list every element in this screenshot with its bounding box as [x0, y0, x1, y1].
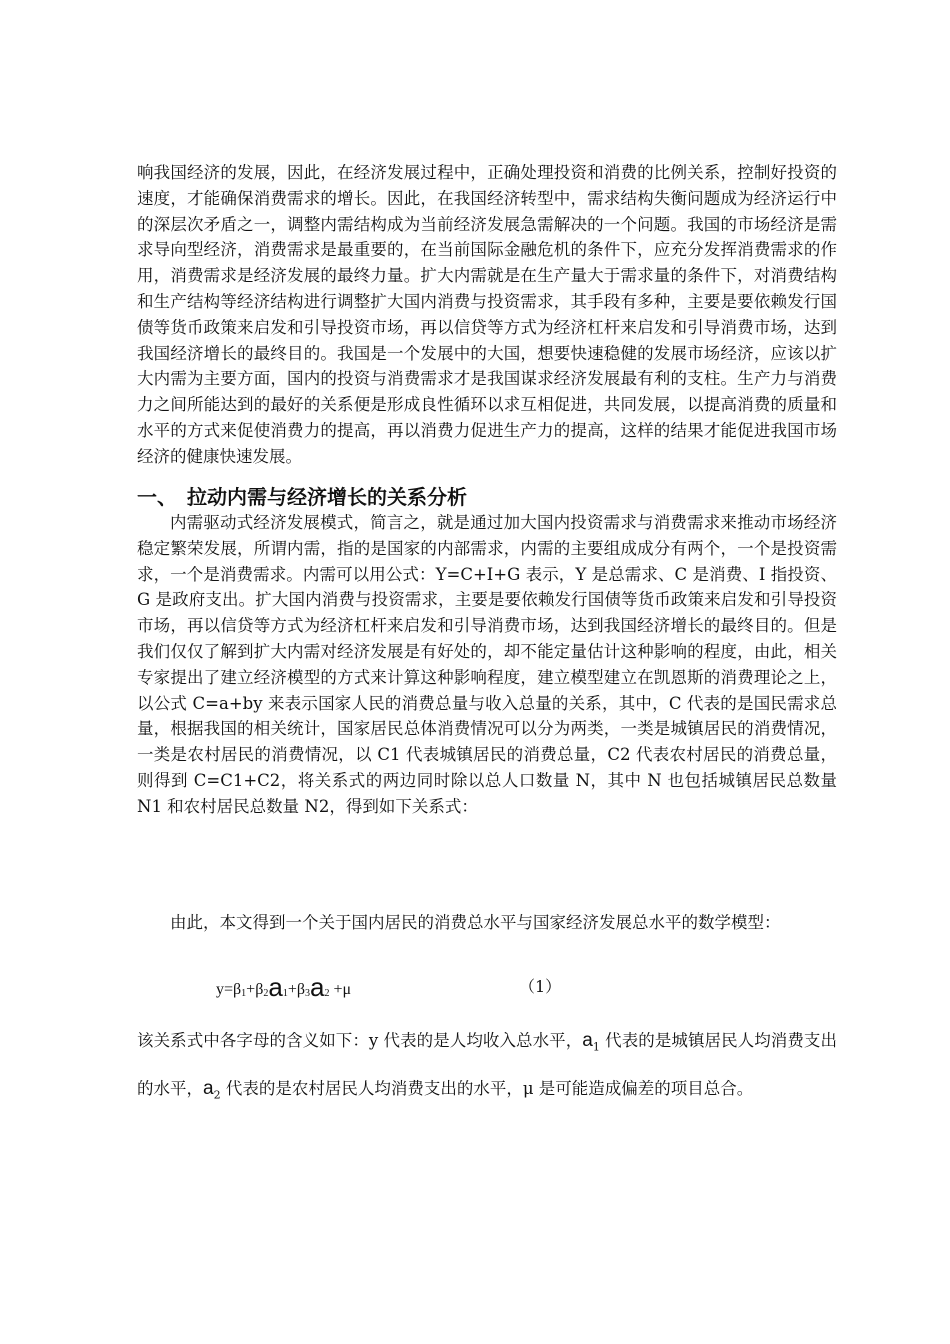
intro-paragraph: 响我国经济的发展，因此，在经济发展过程中，正确处理投资和消费的比例关系，控制好投资的速度，才能确保消费需求的增长。因此，在我国经济转型中，需求结构失衡问题成为经济运行中的深层次矛盾之一，调整内需结构成为当前经济发展急需解决的一个问题。我国的市场经济是需求导向型经济，消费需求是最重要的，在当前国际金融危机的条件下，应充分发挥消费需求的作用，消费需求是经济发展的最终力量。扩大内需就是在生产量大于需求量的条件下，对消费结构和生产结构等经济结构进行调整扩大国内消费与投资需求，其手段有多种，主要是要依赖发行国债等货币政策来启发和引导投资市场，再以信贷等方式为经济杠杆来启发和引导消费市场，达到我国经济增长的最终目的。我国是一个发展中的大国，想要快速稳健的发展市场经济，应该以扩大内需为主要方面，国内的投资与消费需求才是我国谋求经济发展最有利的支柱。生产力与消费力之间所能达到的最好的关系便是形成良性循环以求互相促进，共同发展，以提高消费的质量和水平的方式来促使消费力的提高，再以消费力促进生产力的提高，这样的结果才能促进我国市场经济的健康快速发展。 [137, 163, 837, 466]
equation-number: （1） [519, 977, 562, 996]
formula-tail: +μ [329, 981, 352, 998]
definitions-paragraph [137, 1020, 837, 1117]
variable-sub: 2 [213, 1088, 221, 1102]
variable-a: a [203, 1078, 214, 1100]
formula-sub: 1 [282, 988, 288, 999]
body-paragraph: 内需驱动式经济发展模式，简言之，就是通过加大国内投资需求与消费需求来推动市场经济稳定繁荣发展，所谓内需，指的是国家的内部需求，内需的主要组成成分有两个，一个是投资需求，一个是消费需求。内需可以用公式：Y=C+I+G 表示，Y 是总需求、C 是消费、I 指投资、G 是政府支出。扩大国内消费与投资需求，主要是要依赖发行国债等货币政策来启发和引导投资市场，再以信贷等方式为经济杠杆来启发和引导消费市场，达到我国经济增长的最终目的。但是我们仅仅了解到扩大内需对经济发展是有好处的，却不能定量估计这种影响的程度，由此，相关专家提出了建立经济模型的方式来计算这种影响程度，建立模型建立在凯恩斯的消费理论之上，以公式 C=a+by 来表示国家人民的消费总量与收入总量的关系，其中，C 代表的是国民需求总量，根据我国的相关统计，国家居民总体消费情况可以分为两类，一类是城镇居民的消费情况，一类是农村居民的消费情况，以 C1 代表城镇居民的消费总量，C2 代表农村居民的消费总量，则得到 C=C1+C2，将关系式的两边同时除以总人口数量 N，其中 N 也包括城镇居民总数量 N1 和农村居民总数量 N2，得到如下关系式： [137, 513, 837, 816]
formula-term: +β [287, 981, 305, 998]
variable-sub: 1 [592, 1040, 600, 1054]
formula-variable: a [309, 972, 325, 1002]
definitions-text: 该关系式中各字母的含义如下：y 代表的是人均收入总水平， [137, 1031, 583, 1050]
definitions-text: 代表的是农村居民人均消费支出的水平，μ 是可能造成偏差的项目总合。 [220, 1079, 754, 1099]
definitions-text: 代表的是城镇居民人均消费支出的水平， [137, 1031, 837, 1099]
formula-sub: 2 [324, 988, 330, 999]
model-intro-paragraph: 由此，本文得到一个关于国内居民的消费总水平与国家经济发展总水平的数学模型： [170, 913, 781, 932]
section-heading [137, 484, 837, 510]
formula-sub: 3 [304, 988, 310, 999]
section-number: 一、 [137, 485, 177, 509]
formula-sub: 2 [263, 988, 269, 999]
section-title: 拉动内需与经济增长的关系分析 [187, 485, 467, 509]
formula-sub: 1 [241, 988, 247, 999]
formula-variable: a [268, 972, 283, 1002]
formula-term: +β [246, 981, 264, 998]
formula-lhs: y=β [216, 981, 242, 998]
variable-a: a [582, 1030, 593, 1051]
